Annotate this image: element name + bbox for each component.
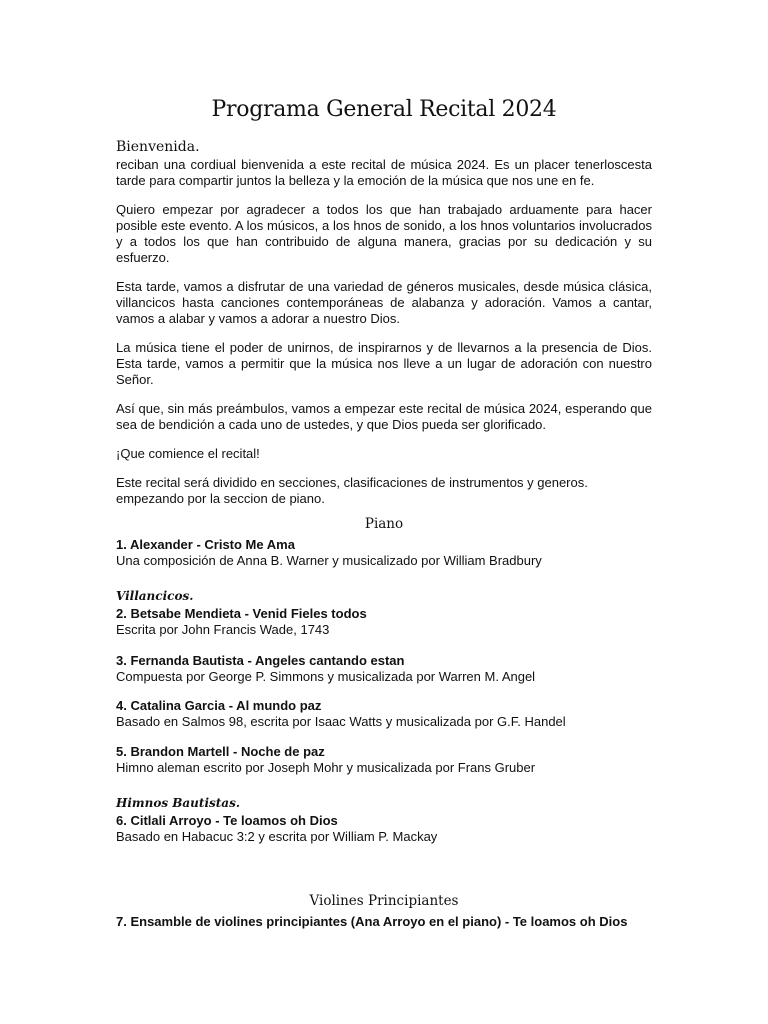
program-item-description: Compuesta por George P. Simmons y musicalizada por Warren M. Angel: [116, 669, 536, 684]
program-item-title: 5. Brandon Martell - Noche de paz: [116, 744, 325, 759]
intro-text: [116, 157, 652, 520]
intro-paragraph-1: reciban una cordiual bienvenida a este recital de música 2024. Es un placer tenerloscesta tarde para compartir juntos la belleza y la emoción de la música que nos une en fe.: [116, 157, 652, 188]
program-item: [116, 813, 652, 845]
subsection-himnos-bautistas: Himnos Bautistas.: [116, 796, 241, 810]
program-item: [116, 914, 652, 930]
program-item-description: Una composición de Anna B. Warner y musicalizado por William Bradbury: [116, 553, 542, 568]
intro-paragraph-6: ¡Que comience el recital!: [116, 446, 260, 461]
program-item-description: Escrita por John Francis Wade, 1743: [116, 622, 330, 637]
program-item-description: Basado en Habacuc 3:2 y escrita por William P. Mackay: [116, 829, 438, 844]
welcome-heading: Bienvenida.: [116, 139, 200, 155]
subsection-villancicos: Villancicos.: [116, 589, 194, 603]
program-item-title: 7. Ensamble de violines principiantes (Ana Arroyo en el piano) - Te loamos oh Dios: [116, 914, 628, 929]
section-heading-piano: Piano: [364, 516, 404, 532]
intro-paragraph-3: Esta tarde, vamos a disfrutar de una variedad de géneros musicales, desde música clásica, villancicos hasta canciones contemporáneas de alabanza y adoración. Vamos a cantar, vamos a alabar y vamos a adorar a nuestro Dios.: [116, 279, 652, 326]
program-item: [116, 698, 652, 730]
program-item-title: 6. Citlali Arroyo - Te loamos oh Dios: [116, 813, 338, 828]
program-item: [116, 653, 652, 685]
intro-paragraph-7: Este recital será dividido en secciones, clasificaciones de instrumentos y generos. empezando por la seccion de piano.: [116, 475, 588, 506]
intro-paragraph-5: Así que, sin más preámbulos, vamos a empezar este recital de música 2024, esperando que sea de bendición a cada uno de ustedes, y que Dios pueda ser glorificado.: [116, 401, 652, 432]
program-item-title: 2. Betsabe Mendieta - Venid Fieles todos: [116, 606, 367, 621]
intro-paragraph-2: Quiero empezar por agradecer a todos los que han trabajado arduamente para hacer posible este evento. A los músicos, a los hnos de sonido, a los hnos voluntarios involucrados y a todos los que han contribuido de alguna manera, gracias por su dedicación y su esfuerzo.: [116, 202, 652, 265]
intro-paragraph-4: La música tiene el poder de unirnos, de inspirarnos y de llevarnos a la presencia de Dios. Esta tarde, vamos a permitir que la música nos lleve a un lugar de adoración con nuestro Señor.: [116, 340, 652, 387]
program-item-description: Basado en Salmos 98, escrita por Isaac Watts y musicalizada por G.F. Handel: [116, 714, 566, 729]
document-title: Programa General Recital 2024: [211, 97, 557, 122]
program-item: [116, 744, 652, 776]
program-item-title: 3. Fernanda Bautista - Angeles cantando estan: [116, 653, 405, 668]
program-item: [116, 606, 652, 638]
program-item: [116, 537, 652, 569]
program-item-title: 4. Catalina Garcia - Al mundo paz: [116, 698, 322, 713]
program-item-title: 1. Alexander - Cristo Me Ama: [116, 537, 295, 552]
program-item-description: Himno aleman escrito por Joseph Mohr y musicalizada por Frans Gruber: [116, 760, 536, 775]
section-heading-violines: Violines Principiantes: [309, 893, 459, 909]
